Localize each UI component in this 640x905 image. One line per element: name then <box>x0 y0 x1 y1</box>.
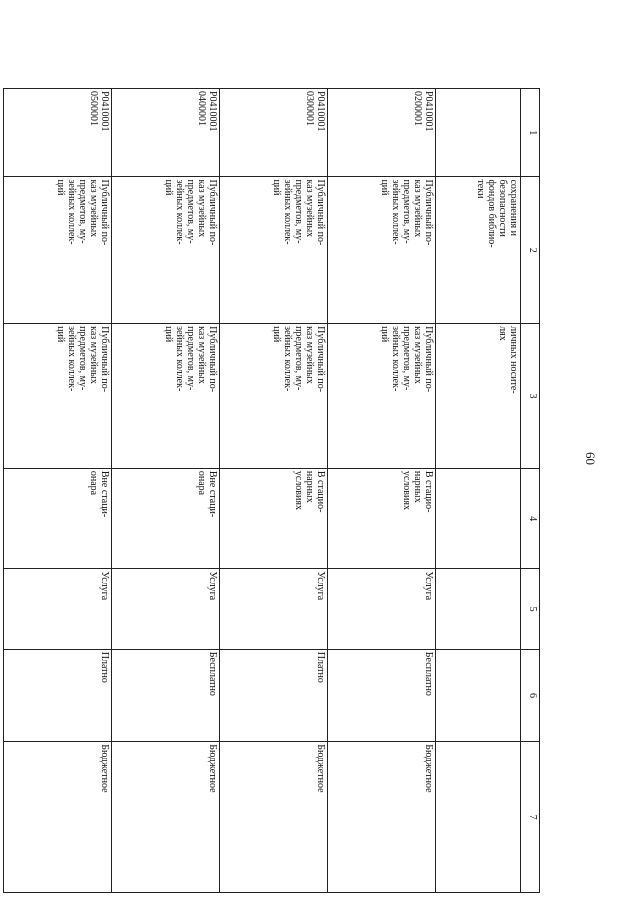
table-cell: Услуга <box>112 569 220 649</box>
table-cell: Р0410001 0400001 <box>112 89 220 177</box>
table-cell: Публичный по- каз музейных предметов, му- зейных коллек- ций <box>328 177 436 324</box>
header-cell: 4 <box>521 468 540 569</box>
table-cell <box>436 89 521 177</box>
table-cell: Вне стаци- онара <box>4 468 112 569</box>
table-cell: Р0410001 0500001 <box>4 89 112 177</box>
table-cell: Бесплатно <box>112 649 220 741</box>
table-cell: Публичный по- каз музейных предметов, му- зейных коллек- ций <box>112 177 220 324</box>
services-table <box>3 88 540 893</box>
table-cell: сохранения и безопасности фондов библио- теки <box>436 177 521 324</box>
table-row-continued <box>436 89 521 893</box>
table-cell: личных носите- лях <box>436 324 521 469</box>
table-cell: Платно <box>4 649 112 741</box>
header-cell: 3 <box>521 324 540 469</box>
table-cell: Бюджетное <box>220 742 328 893</box>
page-number: 60 <box>583 452 598 465</box>
table-cell: Р0410001 0300001 <box>220 89 328 177</box>
table-cell: Бюджетное <box>4 742 112 893</box>
table-rotated-container <box>55 88 540 893</box>
table-row <box>220 89 328 893</box>
table-row <box>4 89 112 893</box>
table-cell: Бесплатно <box>328 649 436 741</box>
table-cell <box>436 742 521 893</box>
table-row <box>328 89 436 893</box>
table-cell: Бюджетное <box>112 742 220 893</box>
header-cell: 5 <box>521 569 540 649</box>
table-row <box>112 89 220 893</box>
header-cell: 1 <box>521 89 540 177</box>
table-cell: Бюджетное <box>328 742 436 893</box>
table-cell: Р0410001 0200001 <box>328 89 436 177</box>
table-cell <box>436 649 521 741</box>
table-cell: Публичный по- каз музейных предметов, му- зейных коллек- ций <box>328 324 436 469</box>
table-cell: Услуга <box>4 569 112 649</box>
table-cell <box>436 468 521 569</box>
header-cell: 7 <box>521 742 540 893</box>
table-cell: Вне стаци- онара <box>112 468 220 569</box>
header-cell: 2 <box>521 177 540 324</box>
header-row <box>521 89 540 893</box>
table-cell: Публичный по- каз музейных предметов, му- зейных коллек- ций <box>4 177 112 324</box>
table-cell: Услуга <box>220 569 328 649</box>
table-cell: Публичный по- каз музейных предметов, му- зейных коллек- ций <box>220 177 328 324</box>
table-cell: В стацио- нарных условиях <box>328 468 436 569</box>
table-cell: Публичный по- каз музейных предметов, му- зейных коллек- ций <box>4 324 112 469</box>
table-cell <box>436 569 521 649</box>
table-cell: Публичный по- каз музейных предметов, му- зейных коллек- ций <box>112 324 220 469</box>
header-cell: 6 <box>521 649 540 741</box>
table-cell: Платно <box>220 649 328 741</box>
table-cell: Услуга <box>328 569 436 649</box>
table-cell: В стацио- нарных условиях <box>220 468 328 569</box>
table-cell: Публичный по- каз музейных предметов, му- зейных коллек- ций <box>220 324 328 469</box>
